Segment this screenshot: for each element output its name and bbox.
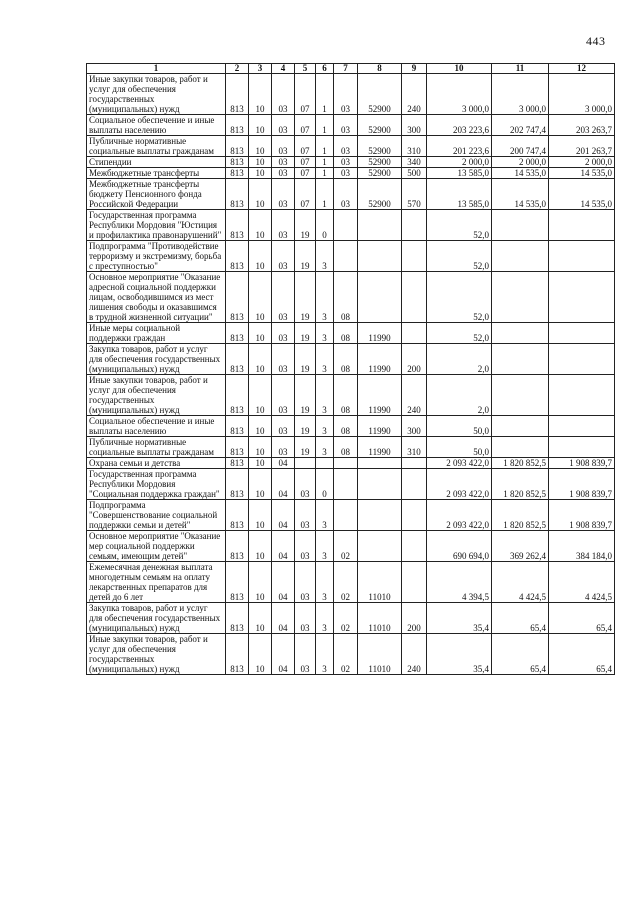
program-code-cell: 19	[295, 344, 316, 375]
subprogram-code-cell: 0	[316, 210, 334, 241]
amount-year3-cell	[549, 210, 615, 241]
row-name-cell: Государственная программа Республики Мордовия "Социальная поддержка граждан"	[87, 469, 226, 500]
program-code-cell: 19	[295, 437, 316, 458]
amount-year3-cell: 65,4	[549, 603, 615, 634]
subsection-code-cell: 04	[272, 500, 295, 531]
row-name-cell: Подпрограмма "Противодействие терроризму и экстремизму, борьба с преступностью"	[87, 241, 226, 272]
amount-year1-cell: 52,0	[427, 241, 492, 272]
ministry-code-cell: 813	[226, 344, 249, 375]
activity-code-cell: 03	[334, 157, 358, 168]
activity-code-cell: 08	[334, 323, 358, 344]
subsection-code-cell: 04	[272, 458, 295, 469]
ministry-code-cell: 813	[226, 416, 249, 437]
table-body	[87, 74, 615, 675]
row-name-cell: Закупка товаров, работ и услуг для обеспечения государственных (муниципальных) нужд	[87, 603, 226, 634]
program-code-cell: 07	[295, 136, 316, 157]
ministry-code-cell: 813	[226, 272, 249, 323]
section-code-cell: 10	[249, 437, 272, 458]
amount-year1-cell: 3 000,0	[427, 74, 492, 115]
expense-type-cell	[402, 469, 427, 500]
amount-year3-cell	[549, 437, 615, 458]
amount-year2-cell	[492, 416, 549, 437]
direction-code-cell: 52900	[358, 168, 402, 179]
amount-year1-cell: 13 585,0	[427, 168, 492, 179]
section-code-cell: 10	[249, 241, 272, 272]
subprogram-code-cell: 1	[316, 74, 334, 115]
amount-year2-cell	[492, 272, 549, 323]
direction-code-cell: 11990	[358, 416, 402, 437]
amount-year3-cell: 203 263,7	[549, 115, 615, 136]
amount-year2-cell: 14 535,0	[492, 179, 549, 210]
subprogram-code-cell: 1	[316, 157, 334, 168]
program-code-cell: 19	[295, 416, 316, 437]
ministry-code-cell: 813	[226, 115, 249, 136]
amount-year1-cell: 2 000,0	[427, 157, 492, 168]
amount-year3-cell	[549, 344, 615, 375]
amount-year1-cell: 52,0	[427, 210, 492, 241]
row-name-cell: Иные меры социальной поддержки граждан	[87, 323, 226, 344]
amount-year3-cell: 384 184,0	[549, 531, 615, 562]
subsection-code-cell: 03	[272, 74, 295, 115]
expense-type-cell	[402, 210, 427, 241]
activity-code-cell	[334, 241, 358, 272]
program-code-cell: 07	[295, 115, 316, 136]
amount-year2-cell: 1 820 852,5	[492, 469, 549, 500]
amount-year2-cell	[492, 437, 549, 458]
program-code-cell: 03	[295, 500, 316, 531]
subprogram-code-cell: 3	[316, 634, 334, 675]
section-code-cell: 10	[249, 562, 272, 603]
subsection-code-cell: 03	[272, 416, 295, 437]
amount-year1-cell: 2 093 422,0	[427, 458, 492, 469]
program-code-cell: 03	[295, 603, 316, 634]
amount-year3-cell: 201 263,7	[549, 136, 615, 157]
direction-code-cell: 11990	[358, 375, 402, 416]
amount-year3-cell: 1 908 839,7	[549, 469, 615, 500]
amount-year1-cell: 203 223,6	[427, 115, 492, 136]
activity-code-cell: 03	[334, 74, 358, 115]
row-name-cell: Иные закупки товаров, работ и услуг для обеспечения государственных (муниципальных) нужд	[87, 634, 226, 675]
direction-code-cell	[358, 500, 402, 531]
activity-code-cell: 08	[334, 416, 358, 437]
amount-year1-cell: 35,4	[427, 603, 492, 634]
row-name-cell: Основное мероприятие "Оказание мер социальной поддержки семьям, имеющим детей"	[87, 531, 226, 562]
subsection-code-cell: 03	[272, 157, 295, 168]
amount-year2-cell: 3 000,0	[492, 74, 549, 115]
row-name-cell: Социальное обеспечение и иные выплаты населению	[87, 115, 226, 136]
activity-code-cell	[334, 500, 358, 531]
section-code-cell: 10	[249, 458, 272, 469]
subprogram-code-cell	[316, 458, 334, 469]
subprogram-code-cell: 3	[316, 241, 334, 272]
program-code-cell	[295, 458, 316, 469]
ministry-code-cell: 813	[226, 562, 249, 603]
activity-code-cell: 08	[334, 272, 358, 323]
section-code-cell: 10	[249, 500, 272, 531]
expense-type-cell: 300	[402, 115, 427, 136]
subprogram-code-cell: 3	[316, 437, 334, 458]
subsection-code-cell: 03	[272, 375, 295, 416]
subprogram-code-cell: 0	[316, 469, 334, 500]
ministry-code-cell: 813	[226, 531, 249, 562]
amount-year2-cell: 1 820 852,5	[492, 458, 549, 469]
section-code-cell: 10	[249, 74, 272, 115]
amount-year2-cell: 65,4	[492, 634, 549, 675]
table-row	[87, 375, 615, 416]
ministry-code-cell: 813	[226, 469, 249, 500]
amount-year3-cell: 1 908 839,7	[549, 500, 615, 531]
table-row	[87, 74, 615, 115]
table-row	[87, 210, 615, 241]
amount-year2-cell: 4 424,5	[492, 562, 549, 603]
program-code-cell: 19	[295, 210, 316, 241]
ministry-code-cell: 813	[226, 437, 249, 458]
row-name-cell: Межбюджетные трансферты	[87, 168, 226, 179]
row-name-cell: Иные закупки товаров, работ и услуг для обеспечения государственных (муниципальных) нужд	[87, 74, 226, 115]
subprogram-code-cell: 1	[316, 136, 334, 157]
section-code-cell: 10	[249, 115, 272, 136]
row-name-cell: Социальное обеспечение и иные выплаты населению	[87, 416, 226, 437]
amount-year2-cell: 1 820 852,5	[492, 500, 549, 531]
expense-type-cell: 500	[402, 168, 427, 179]
section-code-cell: 10	[249, 179, 272, 210]
program-code-cell: 03	[295, 469, 316, 500]
direction-code-cell: 11010	[358, 634, 402, 675]
table-row	[87, 179, 615, 210]
ministry-code-cell: 813	[226, 136, 249, 157]
row-name-cell: Охрана семьи и детства	[87, 458, 226, 469]
table-row	[87, 603, 615, 634]
amount-year1-cell: 2 093 422,0	[427, 469, 492, 500]
activity-code-cell: 08	[334, 375, 358, 416]
amount-year3-cell: 14 535,0	[549, 179, 615, 210]
amount-year2-cell: 202 747,4	[492, 115, 549, 136]
row-name-cell: Закупка товаров, работ и услуг для обеспечения государственных (муниципальных) нужд	[87, 344, 226, 375]
header-cell: 7	[334, 64, 358, 74]
amount-year2-cell	[492, 323, 549, 344]
ministry-code-cell: 813	[226, 210, 249, 241]
amount-year3-cell	[549, 416, 615, 437]
row-name-cell: Публичные нормативные социальные выплаты гражданам	[87, 136, 226, 157]
subsection-code-cell: 04	[272, 603, 295, 634]
direction-code-cell: 11990	[358, 344, 402, 375]
row-name-cell: Основное мероприятие "Оказание адресной социальной поддержки лицам, освободившимся из мест лишения свободы и оказавшимся в трудной жизненной ситуации"	[87, 272, 226, 323]
header-cell: 12	[549, 64, 615, 74]
ministry-code-cell: 813	[226, 458, 249, 469]
row-name-cell: Государственная программа Республики Мордовия "Юстиция и профилактика правонарушений"	[87, 210, 226, 241]
amount-year3-cell: 1 908 839,7	[549, 458, 615, 469]
header-cell: 3	[249, 64, 272, 74]
activity-code-cell: 02	[334, 562, 358, 603]
subprogram-code-cell: 3	[316, 531, 334, 562]
header-cell: 8	[358, 64, 402, 74]
subprogram-code-cell: 3	[316, 375, 334, 416]
amount-year1-cell: 52,0	[427, 272, 492, 323]
section-code-cell: 10	[249, 603, 272, 634]
amount-year2-cell	[492, 344, 549, 375]
amount-year3-cell: 65,4	[549, 634, 615, 675]
amount-year2-cell	[492, 210, 549, 241]
expense-type-cell	[402, 562, 427, 603]
amount-year1-cell: 2 093 422,0	[427, 500, 492, 531]
amount-year2-cell: 2 000,0	[492, 157, 549, 168]
subsection-code-cell: 03	[272, 136, 295, 157]
amount-year2-cell	[492, 375, 549, 416]
program-code-cell: 19	[295, 272, 316, 323]
activity-code-cell: 08	[334, 344, 358, 375]
expense-type-cell	[402, 500, 427, 531]
program-code-cell: 07	[295, 74, 316, 115]
subsection-code-cell: 03	[272, 241, 295, 272]
table-row	[87, 241, 615, 272]
table-row	[87, 562, 615, 603]
subsection-code-cell: 03	[272, 437, 295, 458]
activity-code-cell: 03	[334, 136, 358, 157]
ministry-code-cell: 813	[226, 168, 249, 179]
activity-code-cell	[334, 210, 358, 241]
header-cell: 10	[427, 64, 492, 74]
program-code-cell: 03	[295, 562, 316, 603]
page-number: 443	[586, 34, 606, 48]
subsection-code-cell: 04	[272, 562, 295, 603]
ministry-code-cell: 813	[226, 500, 249, 531]
table-row	[87, 157, 615, 168]
activity-code-cell: 02	[334, 603, 358, 634]
direction-code-cell: 52900	[358, 115, 402, 136]
activity-code-cell: 02	[334, 634, 358, 675]
amount-year1-cell: 4 394,5	[427, 562, 492, 603]
subsection-code-cell: 03	[272, 168, 295, 179]
program-code-cell: 07	[295, 179, 316, 210]
section-code-cell: 10	[249, 272, 272, 323]
program-code-cell: 19	[295, 241, 316, 272]
program-code-cell: 07	[295, 157, 316, 168]
direction-code-cell: 52900	[358, 179, 402, 210]
expense-type-cell: 310	[402, 136, 427, 157]
subprogram-code-cell: 1	[316, 179, 334, 210]
header-cell: 2	[226, 64, 249, 74]
subsection-code-cell: 03	[272, 323, 295, 344]
program-code-cell: 07	[295, 168, 316, 179]
program-code-cell: 03	[295, 634, 316, 675]
subsection-code-cell: 04	[272, 531, 295, 562]
table-row	[87, 500, 615, 531]
table-row	[87, 531, 615, 562]
direction-code-cell: 52900	[358, 74, 402, 115]
ministry-code-cell: 813	[226, 179, 249, 210]
section-code-cell: 10	[249, 531, 272, 562]
expense-type-cell: 240	[402, 375, 427, 416]
section-code-cell: 10	[249, 323, 272, 344]
expense-type-cell	[402, 272, 427, 323]
ministry-code-cell: 813	[226, 603, 249, 634]
subsection-code-cell: 03	[272, 179, 295, 210]
direction-code-cell: 52900	[358, 157, 402, 168]
row-name-cell: Межбюджетные трансферты бюджету Пенсионного фонда Российской Федерации	[87, 179, 226, 210]
row-name-cell: Подпрограмма "Совершенствование социальной поддержки семьи и детей"	[87, 500, 226, 531]
expense-type-cell: 310	[402, 437, 427, 458]
subprogram-code-cell: 3	[316, 500, 334, 531]
amount-year1-cell: 52,0	[427, 323, 492, 344]
amount-year3-cell	[549, 375, 615, 416]
subsection-code-cell: 03	[272, 272, 295, 323]
table-row	[87, 344, 615, 375]
ministry-code-cell: 813	[226, 375, 249, 416]
ministry-code-cell: 813	[226, 74, 249, 115]
activity-code-cell: 03	[334, 179, 358, 210]
budget-table	[86, 63, 615, 675]
subsection-code-cell: 03	[272, 115, 295, 136]
expense-type-cell: 200	[402, 344, 427, 375]
section-code-cell: 10	[249, 634, 272, 675]
table-row	[87, 272, 615, 323]
section-code-cell: 10	[249, 168, 272, 179]
subsection-code-cell: 03	[272, 344, 295, 375]
activity-code-cell	[334, 469, 358, 500]
ministry-code-cell: 813	[226, 241, 249, 272]
amount-year1-cell: 50,0	[427, 437, 492, 458]
table-row	[87, 634, 615, 675]
subprogram-code-cell: 3	[316, 272, 334, 323]
table-row	[87, 115, 615, 136]
amount-year1-cell: 50,0	[427, 416, 492, 437]
expense-type-cell: 240	[402, 634, 427, 675]
direction-code-cell	[358, 531, 402, 562]
direction-code-cell	[358, 458, 402, 469]
header-cell: 11	[492, 64, 549, 74]
subprogram-code-cell: 3	[316, 562, 334, 603]
expense-type-cell: 570	[402, 179, 427, 210]
program-code-cell: 19	[295, 375, 316, 416]
row-name-cell: Публичные нормативные социальные выплаты гражданам	[87, 437, 226, 458]
amount-year1-cell: 690 694,0	[427, 531, 492, 562]
direction-code-cell	[358, 210, 402, 241]
header-cell: 9	[402, 64, 427, 74]
subprogram-code-cell: 3	[316, 344, 334, 375]
activity-code-cell: 03	[334, 115, 358, 136]
subprogram-code-cell: 3	[316, 603, 334, 634]
header-cell: 1	[87, 64, 226, 74]
amount-year2-cell: 369 262,4	[492, 531, 549, 562]
row-name-cell: Иные закупки товаров, работ и услуг для обеспечения государственных (муниципальных) нужд	[87, 375, 226, 416]
section-code-cell: 10	[249, 210, 272, 241]
subprogram-code-cell: 1	[316, 115, 334, 136]
subprogram-code-cell: 1	[316, 168, 334, 179]
direction-code-cell: 52900	[358, 136, 402, 157]
amount-year3-cell: 14 535,0	[549, 168, 615, 179]
table-row	[87, 458, 615, 469]
section-code-cell: 10	[249, 157, 272, 168]
activity-code-cell: 03	[334, 168, 358, 179]
expense-type-cell: 340	[402, 157, 427, 168]
section-code-cell: 10	[249, 469, 272, 500]
program-code-cell: 03	[295, 531, 316, 562]
direction-code-cell: 11010	[358, 603, 402, 634]
table-row	[87, 469, 615, 500]
amount-year1-cell: 35,4	[427, 634, 492, 675]
direction-code-cell	[358, 469, 402, 500]
direction-code-cell: 11010	[358, 562, 402, 603]
amount-year1-cell: 2,0	[427, 344, 492, 375]
subsection-code-cell: 04	[272, 469, 295, 500]
activity-code-cell	[334, 458, 358, 469]
program-code-cell: 19	[295, 323, 316, 344]
amount-year1-cell: 2,0	[427, 375, 492, 416]
subprogram-code-cell: 3	[316, 323, 334, 344]
amount-year2-cell: 200 747,4	[492, 136, 549, 157]
expense-type-cell	[402, 531, 427, 562]
direction-code-cell: 11990	[358, 437, 402, 458]
direction-code-cell: 11990	[358, 323, 402, 344]
expense-type-cell	[402, 323, 427, 344]
section-code-cell: 10	[249, 416, 272, 437]
expense-type-cell: 200	[402, 603, 427, 634]
activity-code-cell: 02	[334, 531, 358, 562]
table-row	[87, 136, 615, 157]
header-cell: 5	[295, 64, 316, 74]
amount-year3-cell	[549, 323, 615, 344]
amount-year2-cell: 14 535,0	[492, 168, 549, 179]
amount-year3-cell: 3 000,0	[549, 74, 615, 115]
expense-type-cell	[402, 458, 427, 469]
activity-code-cell: 08	[334, 437, 358, 458]
ministry-code-cell: 813	[226, 634, 249, 675]
expense-type-cell: 240	[402, 74, 427, 115]
amount-year1-cell: 201 223,6	[427, 136, 492, 157]
table-row	[87, 437, 615, 458]
amount-year3-cell	[549, 272, 615, 323]
direction-code-cell	[358, 272, 402, 323]
row-name-cell: Стипендии	[87, 157, 226, 168]
expense-type-cell: 300	[402, 416, 427, 437]
amount-year3-cell: 2 000,0	[549, 157, 615, 168]
amount-year3-cell	[549, 241, 615, 272]
amount-year2-cell	[492, 241, 549, 272]
table-row	[87, 168, 615, 179]
header-cell: 6	[316, 64, 334, 74]
section-code-cell: 10	[249, 375, 272, 416]
table-header-row	[87, 64, 615, 74]
subsection-code-cell: 03	[272, 210, 295, 241]
amount-year1-cell: 13 585,0	[427, 179, 492, 210]
ministry-code-cell: 813	[226, 157, 249, 168]
row-name-cell: Ежемесячная денежная выплата многодетным семьям на оплату лекарственных препаратов для детей до 6 лет	[87, 562, 226, 603]
direction-code-cell	[358, 241, 402, 272]
subsection-code-cell: 04	[272, 634, 295, 675]
amount-year2-cell: 65,4	[492, 603, 549, 634]
expense-type-cell	[402, 241, 427, 272]
amount-year3-cell: 4 424,5	[549, 562, 615, 603]
header-cell: 4	[272, 64, 295, 74]
section-code-cell: 10	[249, 344, 272, 375]
subprogram-code-cell: 3	[316, 416, 334, 437]
section-code-cell: 10	[249, 136, 272, 157]
table-row	[87, 323, 615, 344]
table-row	[87, 416, 615, 437]
ministry-code-cell: 813	[226, 323, 249, 344]
